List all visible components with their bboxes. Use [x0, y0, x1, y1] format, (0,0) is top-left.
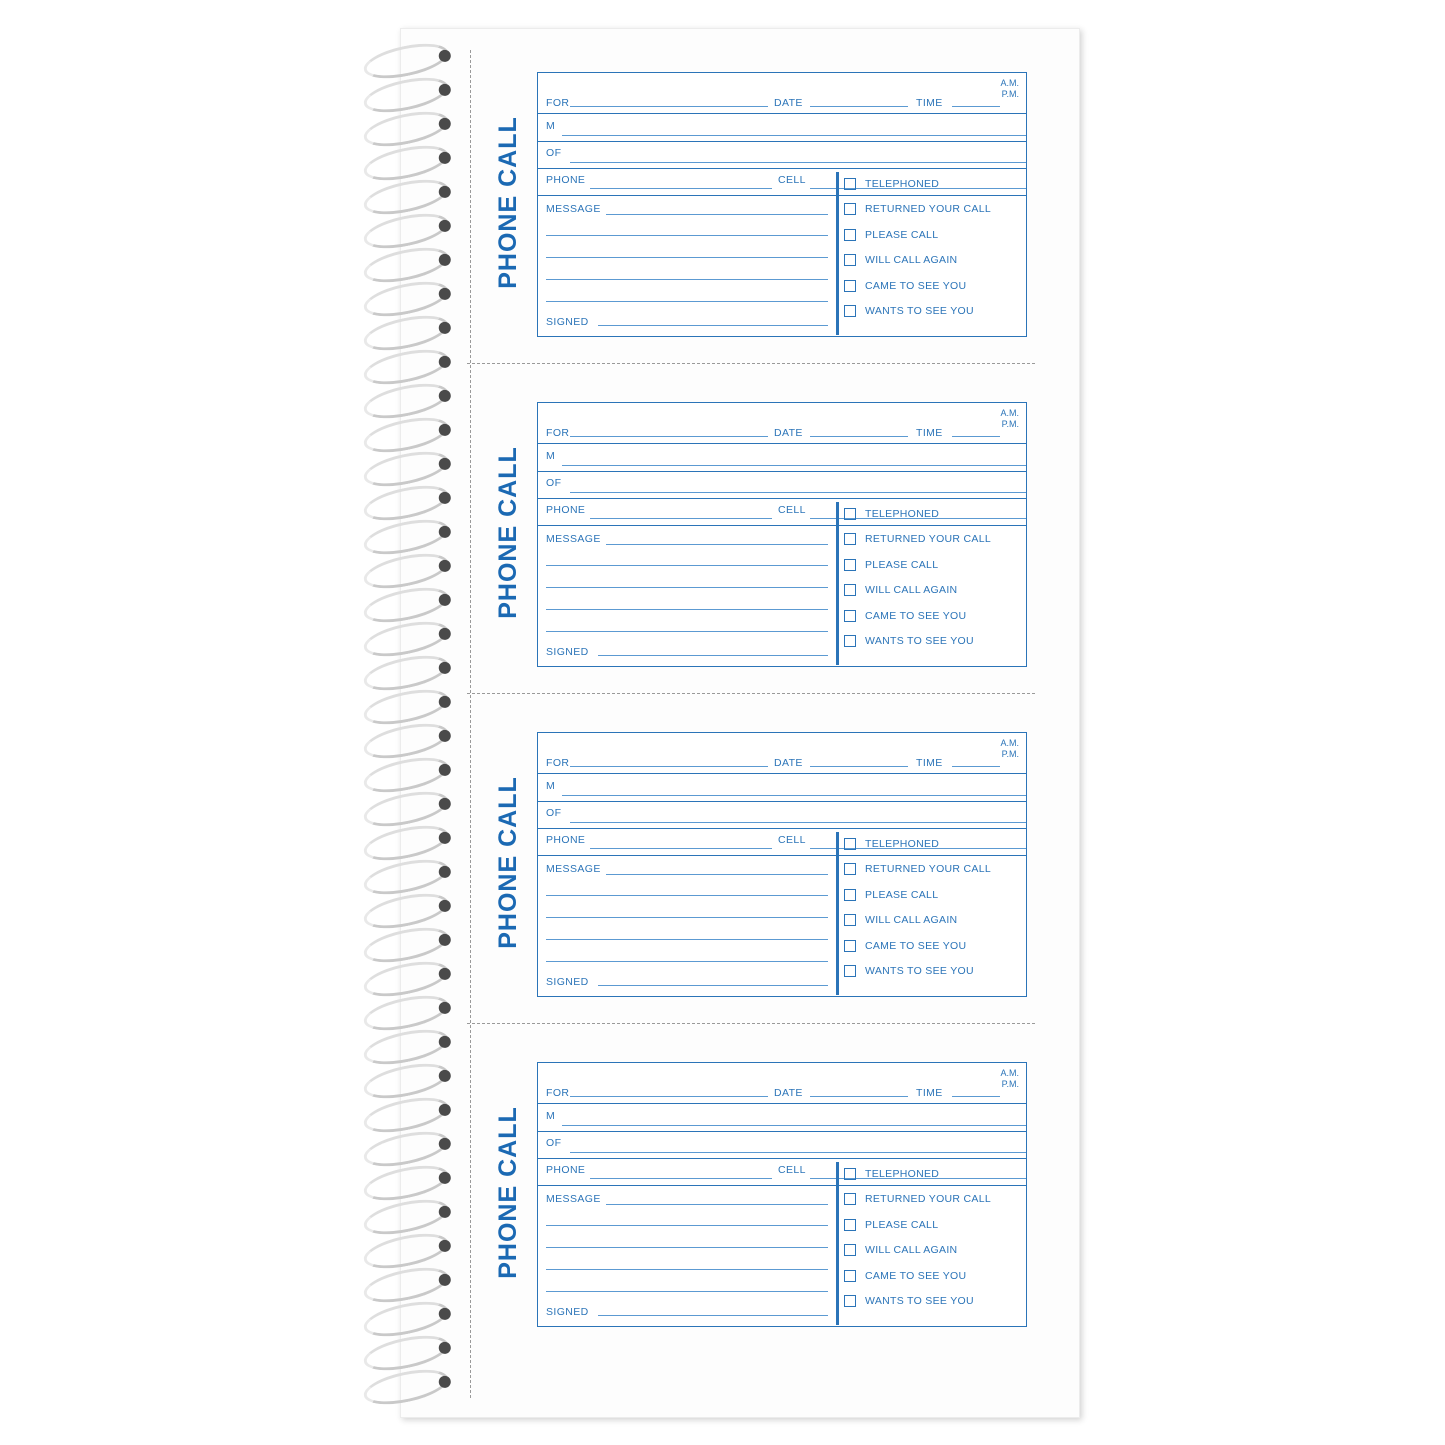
spiral-coil	[361, 1023, 451, 1070]
form-rule	[546, 961, 828, 962]
checkbox-label: CAME TO SEE YOU	[865, 939, 967, 952]
checkbox-column-divider	[836, 832, 839, 995]
spiral-coil	[361, 989, 451, 1036]
spiral-coil	[361, 513, 451, 560]
checkbox-label: WILL CALL AGAIN	[865, 584, 958, 597]
slip-title	[485, 1040, 531, 1345]
spiral-coil	[361, 37, 451, 84]
checkbox-row[interactable]	[844, 299, 974, 325]
checkbox[interactable]	[844, 1193, 856, 1205]
label-cell: CELL	[778, 174, 806, 186]
checkbox[interactable]	[844, 863, 856, 875]
pm-label: P.M.	[1001, 1078, 1019, 1089]
label-date: DATE	[774, 757, 803, 769]
spiral-coil	[361, 819, 451, 866]
checkbox-label: PLEASE CALL	[865, 558, 939, 571]
label-of: OF	[546, 477, 562, 489]
checkbox-column-divider	[836, 502, 839, 665]
spiral-coil	[361, 615, 451, 662]
label-message: MESSAGE	[546, 203, 601, 215]
checkbox[interactable]	[844, 940, 856, 952]
checkbox-row[interactable]	[844, 171, 939, 197]
checkbox[interactable]	[844, 889, 856, 901]
spiral-coil	[361, 241, 451, 288]
form-rule	[538, 141, 1026, 142]
label-of: OF	[546, 147, 562, 159]
slip-title	[485, 710, 531, 1015]
spiral-coil	[361, 921, 451, 968]
checkbox[interactable]	[844, 1295, 856, 1307]
checkbox-row[interactable]	[844, 273, 966, 299]
form-rule	[546, 917, 828, 918]
form-rule	[570, 1096, 768, 1097]
label-m: M	[546, 780, 556, 792]
form-rule	[590, 518, 772, 519]
form-rule	[538, 1131, 1026, 1132]
form-rule	[952, 436, 1000, 437]
spiral-coil	[361, 207, 451, 254]
form-rule	[546, 1291, 828, 1292]
action-checkbox-column	[836, 829, 1026, 998]
checkbox[interactable]	[844, 1270, 856, 1282]
pm-label: P.M.	[1001, 418, 1019, 429]
form-rule	[562, 135, 1026, 136]
label-time: TIME	[916, 427, 943, 439]
label-time: TIME	[916, 97, 943, 109]
am-pm-marker	[1000, 408, 1019, 429]
checkbox-row[interactable]	[844, 501, 939, 527]
form-rule	[570, 436, 768, 437]
spiral-coil	[361, 1057, 451, 1104]
form-rule	[546, 279, 828, 280]
label-signed: SIGNED	[546, 646, 589, 658]
checkbox-row[interactable]	[844, 248, 957, 274]
checkbox[interactable]	[844, 229, 856, 241]
checkbox-label: WANTS TO SEE YOU	[865, 635, 974, 648]
checkbox[interactable]	[844, 1168, 856, 1180]
label-date: DATE	[774, 97, 803, 109]
checkbox-row[interactable]	[844, 908, 957, 934]
checkbox-label: RETURNED YOUR CALL	[865, 1193, 991, 1206]
form-rule	[570, 1152, 1026, 1153]
checkbox-row[interactable]	[844, 959, 974, 985]
spiral-coil	[361, 1091, 451, 1138]
checkbox-row[interactable]	[844, 578, 957, 604]
form-rule	[562, 465, 1026, 466]
form-rule	[546, 257, 828, 258]
label-message: MESSAGE	[546, 533, 601, 545]
spiral-coil	[361, 309, 451, 356]
form-rule	[546, 895, 828, 896]
phone-message-notepad	[355, 28, 1080, 1418]
checkbox[interactable]	[844, 203, 856, 215]
spiral-coil	[361, 1261, 451, 1308]
vertical-perforation	[470, 50, 471, 1398]
form-rule	[546, 1225, 828, 1226]
slip-title-text: PHONE CALL	[493, 1106, 522, 1279]
action-checkbox-column	[836, 499, 1026, 668]
spiral-coil	[361, 275, 451, 322]
checkbox-row[interactable]	[844, 603, 966, 629]
am-pm-marker	[1000, 1068, 1019, 1089]
checkbox-label: PLEASE CALL	[865, 888, 939, 901]
checkbox-label: WILL CALL AGAIN	[865, 254, 958, 267]
checkbox[interactable]	[844, 584, 856, 596]
form-rule	[546, 631, 828, 632]
spiral-binding	[355, 28, 475, 1418]
form-rule	[952, 106, 1000, 107]
checkbox[interactable]	[844, 1244, 856, 1256]
spiral-coil	[361, 1329, 451, 1376]
form-rule	[538, 773, 1026, 774]
label-phone: PHONE	[546, 834, 586, 846]
checkbox-label: PLEASE CALL	[865, 228, 939, 241]
form-rule	[546, 939, 828, 940]
checkbox-row[interactable]	[844, 1161, 939, 1187]
label-for: FOR	[546, 97, 570, 109]
spiral-coil	[361, 1363, 451, 1410]
label-m: M	[546, 120, 556, 132]
form-rule	[546, 301, 828, 302]
spiral-coil	[361, 1227, 451, 1274]
form-rule	[598, 985, 828, 986]
label-message: MESSAGE	[546, 1193, 601, 1205]
form-rule	[538, 443, 1026, 444]
checkbox-label: TELEPHONED	[865, 1167, 940, 1180]
label-signed: SIGNED	[546, 1306, 589, 1318]
form-rule	[570, 162, 1026, 163]
form-rule	[570, 492, 1026, 493]
checkbox-row[interactable]	[844, 1263, 966, 1289]
form-rule	[606, 214, 828, 215]
label-cell: CELL	[778, 504, 806, 516]
checkbox-label: TELEPHONED	[865, 507, 940, 520]
label-m: M	[546, 1110, 556, 1122]
checkbox-label: CAME TO SEE YOU	[865, 609, 967, 622]
spiral-coil	[361, 581, 451, 628]
checkbox[interactable]	[844, 254, 856, 266]
checkbox-row[interactable]	[844, 933, 966, 959]
checkbox[interactable]	[844, 559, 856, 571]
checkbox-row[interactable]	[844, 629, 974, 655]
slip-title-text: PHONE CALL	[493, 446, 522, 619]
form-rule	[590, 188, 772, 189]
checkbox-label: RETURNED YOUR CALL	[865, 533, 991, 546]
label-cell: CELL	[778, 834, 806, 846]
form-rule	[810, 1096, 908, 1097]
spiral-coil	[361, 1159, 451, 1206]
spiral-coil	[361, 105, 451, 152]
form-rule	[810, 106, 908, 107]
checkbox-label: WANTS TO SEE YOU	[865, 965, 974, 978]
am-label: A.M.	[1000, 408, 1019, 418]
label-time: TIME	[916, 757, 943, 769]
checkbox-row[interactable]	[844, 197, 991, 223]
checkbox-column-divider	[836, 1162, 839, 1325]
form-rule	[606, 544, 828, 545]
checkbox-row[interactable]	[844, 1212, 938, 1238]
spiral-coil	[361, 751, 451, 798]
checkbox[interactable]	[844, 965, 856, 977]
checkbox-row[interactable]	[844, 1289, 974, 1315]
label-signed: SIGNED	[546, 976, 589, 988]
label-phone: PHONE	[546, 1164, 586, 1176]
checkbox[interactable]	[844, 305, 856, 317]
checkbox[interactable]	[844, 178, 856, 190]
form-rule	[538, 113, 1026, 114]
spiral-coil	[361, 343, 451, 390]
spiral-coil	[361, 955, 451, 1002]
form-rule	[562, 795, 1026, 796]
label-message: MESSAGE	[546, 863, 601, 875]
checkbox-label: WANTS TO SEE YOU	[865, 1295, 974, 1308]
label-cell: CELL	[778, 1164, 806, 1176]
spiral-coil	[361, 853, 451, 900]
form-rule	[952, 766, 1000, 767]
spiral-coil	[361, 683, 451, 730]
am-label: A.M.	[1000, 78, 1019, 88]
label-for: FOR	[546, 757, 570, 769]
message-form	[537, 732, 1027, 997]
message-form	[537, 402, 1027, 667]
phone-message-slip[interactable]	[485, 380, 1030, 685]
pm-label: P.M.	[1001, 88, 1019, 99]
checkbox[interactable]	[844, 280, 856, 292]
am-label: A.M.	[1000, 1068, 1019, 1078]
spiral-coil	[361, 139, 451, 186]
checkbox-row[interactable]	[844, 857, 991, 883]
form-rule	[590, 1178, 772, 1179]
spiral-coil	[361, 649, 451, 696]
form-rule	[546, 609, 828, 610]
form-rule	[570, 766, 768, 767]
form-rule	[546, 587, 828, 588]
checkbox-label: CAME TO SEE YOU	[865, 279, 967, 292]
label-phone: PHONE	[546, 504, 586, 516]
checkbox-label: RETURNED YOUR CALL	[865, 863, 991, 876]
checkbox[interactable]	[844, 533, 856, 545]
spiral-coil	[361, 1193, 451, 1240]
form-rule	[570, 106, 768, 107]
phone-message-slip[interactable]	[485, 1040, 1030, 1345]
form-rule	[546, 565, 828, 566]
form-rule	[598, 655, 828, 656]
spiral-coil	[361, 1125, 451, 1172]
am-label: A.M.	[1000, 738, 1019, 748]
message-form	[537, 72, 1027, 337]
checkbox[interactable]	[844, 914, 856, 926]
checkbox[interactable]	[844, 838, 856, 850]
label-for: FOR	[546, 1087, 570, 1099]
phone-message-slip[interactable]	[485, 710, 1030, 1015]
form-rule	[598, 1315, 828, 1316]
checkbox-row[interactable]	[844, 552, 938, 578]
pm-label: P.M.	[1001, 748, 1019, 759]
checkbox-row[interactable]	[844, 527, 991, 553]
slip-title	[485, 50, 531, 355]
label-of: OF	[546, 1137, 562, 1149]
checkbox-row[interactable]	[844, 1187, 991, 1213]
spiral-coil	[361, 71, 451, 118]
slip-title-text: PHONE CALL	[493, 776, 522, 949]
label-m: M	[546, 450, 556, 462]
spiral-coil	[361, 411, 451, 458]
form-rule	[546, 1269, 828, 1270]
checkbox-column-divider	[836, 172, 839, 335]
form-rule	[538, 1103, 1026, 1104]
horizontal-perforation	[467, 1023, 1035, 1024]
label-signed: SIGNED	[546, 316, 589, 328]
checkbox-row[interactable]	[844, 831, 939, 857]
checkbox-label: RETURNED YOUR CALL	[865, 203, 991, 216]
checkbox[interactable]	[844, 635, 856, 647]
checkbox-label: TELEPHONED	[865, 837, 940, 850]
phone-message-slip[interactable]	[485, 50, 1030, 355]
form-rule	[598, 325, 828, 326]
label-phone: PHONE	[546, 174, 586, 186]
spiral-coil	[361, 479, 451, 526]
action-checkbox-column	[836, 169, 1026, 338]
checkbox-label: PLEASE CALL	[865, 1218, 939, 1231]
spiral-coil	[361, 887, 451, 934]
label-time: TIME	[916, 1087, 943, 1099]
checkbox-label: WILL CALL AGAIN	[865, 1244, 958, 1257]
form-rule	[546, 235, 828, 236]
checkbox-label: WANTS TO SEE YOU	[865, 305, 974, 318]
form-rule	[810, 766, 908, 767]
form-rule	[952, 1096, 1000, 1097]
spiral-coil	[361, 377, 451, 424]
label-date: DATE	[774, 1087, 803, 1099]
spiral-coil	[361, 785, 451, 832]
spiral-coil	[361, 547, 451, 594]
checkbox-label: WILL CALL AGAIN	[865, 914, 958, 927]
checkbox[interactable]	[844, 1219, 856, 1231]
am-pm-marker	[1000, 78, 1019, 99]
form-rule	[538, 471, 1026, 472]
spiral-coil	[361, 173, 451, 220]
form-rule	[590, 848, 772, 849]
form-rule	[538, 801, 1026, 802]
label-date: DATE	[774, 427, 803, 439]
horizontal-perforation	[467, 693, 1035, 694]
form-rule	[562, 1125, 1026, 1126]
checkbox-row[interactable]	[844, 882, 938, 908]
message-form	[537, 1062, 1027, 1327]
form-rule	[570, 822, 1026, 823]
slip-title	[485, 380, 531, 685]
form-rule	[546, 1247, 828, 1248]
form-rule	[606, 874, 828, 875]
form-rule	[606, 1204, 828, 1205]
checkbox[interactable]	[844, 610, 856, 622]
label-for: FOR	[546, 427, 570, 439]
am-pm-marker	[1000, 738, 1019, 759]
slip-title-text: PHONE CALL	[493, 116, 522, 289]
checkbox-label: TELEPHONED	[865, 177, 940, 190]
checkbox[interactable]	[844, 508, 856, 520]
checkbox-row[interactable]	[844, 1238, 957, 1264]
form-rule	[810, 436, 908, 437]
spiral-coil	[361, 445, 451, 492]
checkbox-label: CAME TO SEE YOU	[865, 1269, 967, 1282]
horizontal-perforation	[467, 363, 1035, 364]
spiral-coil	[361, 1295, 451, 1342]
checkbox-row[interactable]	[844, 222, 938, 248]
label-of: OF	[546, 807, 562, 819]
spiral-coil	[361, 717, 451, 764]
action-checkbox-column	[836, 1159, 1026, 1328]
